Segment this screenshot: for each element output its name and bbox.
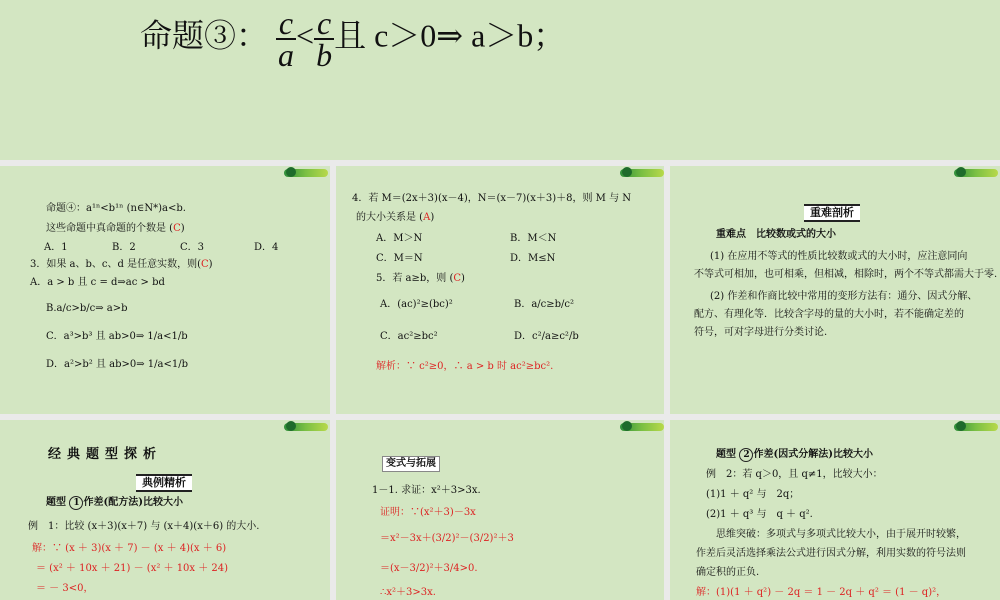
question-3: 3．如果 a、b、c、d 是任意实数，则(C): [30, 259, 213, 270]
logo-icon: [284, 166, 330, 180]
logo-icon: [954, 420, 1000, 434]
sub-banner: 典例精析: [136, 474, 192, 492]
option-b: B．M＜N: [510, 233, 557, 244]
key-point-title: 重难点 比较数或式的大小: [716, 229, 836, 240]
slide-panel-6: [670, 420, 1000, 600]
section-banner: 经典题型探析: [48, 447, 163, 462]
slide-panel-1: [0, 166, 330, 414]
paragraph-line: 配方、有理化等．比较含字母的量的大小时，若不能确定差的: [694, 309, 964, 320]
logo-icon: [284, 420, 330, 434]
option-d: D．M≤N: [510, 253, 556, 264]
option-b: B．a/c≥b/c²: [514, 299, 575, 310]
question-5: 5．若 a≥b，则 (C): [376, 273, 465, 284]
example-2: 例 2：若 q＞0，且 q≠1，比较大小：: [706, 469, 883, 480]
proof-line: ＝(x－3/2)²＋3/4>0.: [380, 563, 478, 574]
solution-line: 解：∵ (x ＋ 3)(x ＋ 7) － (x ＋ 4)(x ＋ 6): [32, 543, 227, 554]
question-type-tag: 题型 2 作差(因式分解法)比较大小: [716, 449, 873, 460]
example-part: (1)1 ＋ q² 与 2q；: [706, 489, 800, 500]
analysis-text: 解析：∵ c²≥0，∴ a > b 时 ac²≥bc².: [376, 361, 554, 372]
option-c: C．M＝N: [376, 253, 423, 264]
logo-icon: [620, 420, 664, 434]
option-a: A．1: [44, 242, 68, 253]
option-b: B．2: [112, 242, 136, 253]
option-d: D．4: [254, 242, 279, 253]
solution-line: ＝ (x² ＋ 10x ＋ 21) － (x² ＋ 10x ＋ 24): [36, 563, 229, 574]
solution-line: ＝ － 3<0，: [36, 583, 94, 594]
option-a: A．(ac)²≥(bc)²: [380, 299, 453, 310]
title-band: [0, 0, 1000, 160]
paragraph-line: 符号，可对字母进行分类讨论.: [694, 327, 828, 338]
proposition-3: 命题③： $\frac{c}{a}$ < $\frac{c}{b}$ 且 c＞0⇒ a＞b；: [140, 5, 566, 73]
paragraph-line: (1) 在应用不等式的性质比较数或式的大小时，应注意同向: [710, 251, 968, 262]
fraction-c-over-b: $\frac{c}{b}$: [316, 5, 333, 73]
example-part: (2)1 ＋ q³ 与 q ＋ q².: [706, 509, 813, 520]
question-4: 4．若 M＝(2x＋3)(x－4)，N＝(x－7)(x＋3)＋8，则 M 与 N: [352, 193, 631, 204]
section-banner: 重难剖析: [804, 204, 860, 222]
option-b: B.a/c>b/c⇒ a>b: [46, 303, 128, 314]
slide-panel-5: [336, 420, 664, 600]
logo-icon: [954, 166, 1000, 180]
solution-line: 解：(1)(1 ＋ q²) － 2q ＝ 1 － 2q ＋ q² ＝ (1 － q)²，: [696, 587, 947, 598]
thinking-line: 思维突破：多项式与多项式比较大小，由于展开时较繁，: [716, 529, 966, 540]
thinking-line: 确定积的正负.: [696, 567, 760, 578]
option-a: A．a > b 且 c = d⇒ac > bd: [30, 277, 165, 288]
option-c: C．a³>b³ 且 ab>0⇒ 1/a<1/b: [46, 331, 188, 342]
exercise-line: 1－1. 求证：x²＋3>3x.: [372, 485, 481, 496]
proposition-4: 命题④：a¹ⁿ<b¹ⁿ (n∈N*)a<b.: [46, 203, 186, 214]
logo-icon: [620, 166, 664, 180]
paragraph-line: (2) 作差和作商比较中常用的变形方法有：通分、因式分解、: [710, 291, 978, 302]
question-line: 的大小关系是 (A): [356, 212, 435, 223]
thinking-line: 作差后灵活选择乘法公式进行因式分解，利用实数的符号法则: [696, 548, 966, 559]
proof-line: ＝x²－3x＋(3/2)²－(3/2)²＋3: [380, 533, 514, 544]
fraction-c-over-a: $\frac{c}{a}$: [278, 5, 295, 73]
question-line: 这些命题中真命题的个数是 (C): [46, 223, 185, 234]
slide-panel-4: [0, 420, 330, 600]
variation-tag: 变式与拓展: [382, 456, 440, 472]
question-type-tag: 题型 1 作差(配方法)比较大小: [46, 497, 183, 508]
option-d: D．c²/a≥c²/b: [514, 331, 579, 342]
slide-panel-2: [336, 166, 664, 414]
paragraph-line: 不等式可相加，也可相乘，但相减，相除时，两个不等式都需大于零.: [694, 269, 998, 280]
example-1: 例 1：比较 (x＋3)(x＋7) 与 (x＋4)(x＋6) 的大小.: [28, 521, 260, 532]
option-a: A．M＞N: [376, 233, 423, 244]
option-d: D．a²>b² 且 ab>0⇒ 1/a<1/b: [46, 359, 189, 370]
proof-line: ∴x²＋3>3x.: [380, 587, 436, 598]
proof-line: 证明：∵(x²＋3)－3x: [380, 507, 476, 518]
option-c: C．ac²≥bc²: [380, 331, 438, 342]
option-c: C．3: [180, 242, 205, 253]
slide-panel-3: [670, 166, 1000, 414]
